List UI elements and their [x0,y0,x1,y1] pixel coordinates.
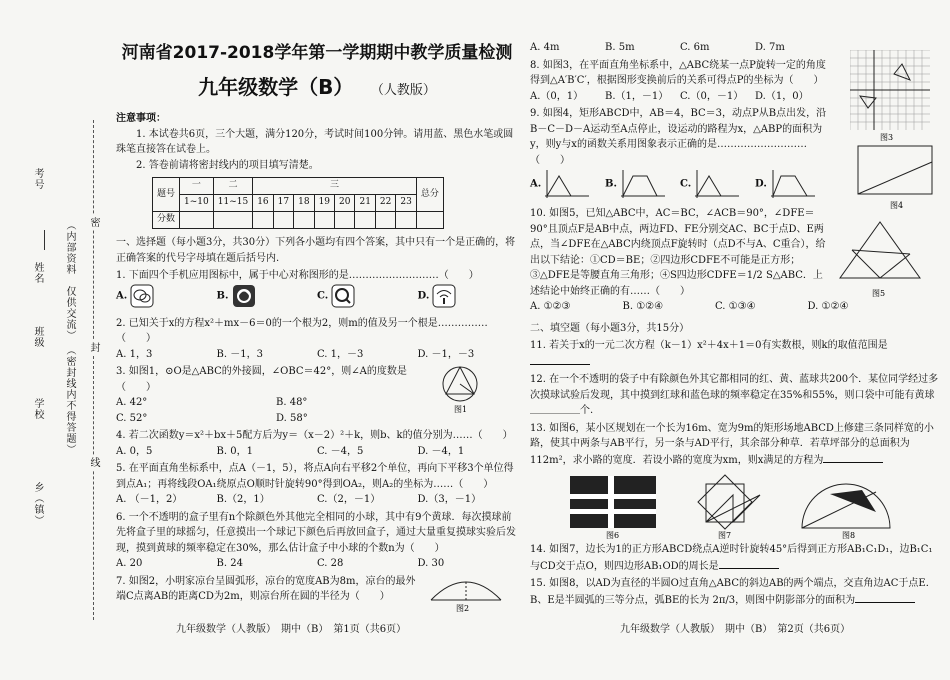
exam-title: 河南省2017-2018学年第一学期期中教学质量检测 [121,43,513,63]
q4: 4. 若二次函数y＝x²＋bx＋5配方后为y＝（x－2）²＋k，则b、k的值分别为……（ ） [116,430,513,442]
note-1: 1. 本试卷共6页，三个大题，满分120分，考试时间100分钟。请用蓝、黑色水笔或圆珠笔直接答在试卷上。 [116,128,514,156]
field-name: 姓名 [32,262,43,284]
score-cell-1[interactable] [213,212,252,229]
q8-option-3: D.（1，0） [755,90,809,102]
q14: 14. 如图7，边长为1的正方形ABCD绕点A逆时针旋转45°后得到正方形AB₁C₁D₁，边B₁C₁与CD交于点O，则四边形AB₁OD的周长是 [530,544,933,572]
score-cell-5[interactable] [314,212,334,229]
q5-option-3: D.（3，－1） [417,494,482,506]
binding-strip [0,0,112,680]
q7-option-3: D. 7m [755,42,785,53]
score-col-0: 1~10 [180,195,214,212]
q8-option-1: B.（1，－1） [605,90,669,102]
q10-option-3: D. ①②④ [807,301,849,312]
q2-option-1: B. －1，3 [216,348,263,360]
fig8-label: 图8 [842,531,856,540]
q10-option-1: B. ①②④ [622,301,664,312]
section1-head: 一、选择题（每小题3分，共30分）下列各小题均有四个答案，其中只有一个是正确的，将正确答案的代号字母填在题后括号内. [116,237,516,264]
q1-opt-b: B. [217,284,318,314]
q8-options [530,89,830,105]
score-cell-2[interactable] [253,212,273,229]
score-cell-8[interactable] [375,212,395,229]
fig5-label: 图5 [872,289,886,298]
q8-option-0: A.（0，1） [530,90,584,102]
page-1: 河南省2017-2018学年第一学期期中教学质量检测 九年级数学（B） （人教版） 注意事项： 1. 本试卷共6页，三个大题，满分120分，考试时间100分钟。请用蓝、黑色水笔或圆珠笔直接答在试卷上。 2. 答卷前请将密封线内的项目填写清楚。 题号 一 二 三 总分 1~10 11~15 16 17 18 19 20 21 22 23 分数 一、选择题（每小题3分，共30分）下列各小题均有四个答案，其中只有一个是正确的，将正确答案的代号字母填在题后括号内. 1. 下面四个手机应用图标中，属于中心对称图形的是………………………（ ） A. B. C. D. 2. 已知关于x的方程x²＋mx－6＝0的一个根为2，则m的值及另一个根是……………（ ） A. 1，3 B. －1，3 C. 1，－3 D. －1，－3 3. 如图1，⊙O是△ABC的外接圆，∠OBC＝42°，则∠A的度数是（ ） A. 42° B. 48° C. 52° D. 58° 4. 若二次函数y＝x²＋bx＋5配方后为y＝（x－2）²＋k，则b、k的值分别为……（ ） A. 0，5 B. 0，1 C. －4，5 D. －4，1 5. 在平面直角坐标系中，点A（－1，5），将点A向右平移2个单位，再向下平移3个单位得到点A₁；再将线段OA₁绕原点O顺时针旋转90°得到OA₂，则A₂的坐标为……（ ） A. （－1，2） B.（2，1） C.（2，－1） D.（3，－1） 6. 一个不透明的盒子里有n个除颜色外其他完全相同的小球，其中有9个黄球．每次摸球前先将盒子里的球摇匀，任意摸出一个球记下颜色后再放回盒子，通过大量重复摸球实验后发现，摸到黄球的频率稳定在30%，那么估计盒子中小球的个数n为（ ） A. 20 B. 24 C. 28 D. 30 7. 如图2，小明家凉台呈圆弧形，凉台的宽度AB为8m，凉台的最外端C点离AB的距离CD为2m，则凉台所在圆的半径为（ ） 图1 图2 九年级数学（人教版） 期中（B） 第1页（共6页） [116,40,518,605]
q4-options [116,444,518,460]
q1-opt-a: A. [116,284,217,314]
q7-option-0: A. 4m [530,42,560,53]
figure-1 [438,362,484,414]
seal-char-bot: 线 [88,457,99,468]
q5-option-2: C.（2，－1） [317,494,381,506]
q4-option-1: B. 0，1 [216,445,253,457]
q14-blank[interactable] [719,558,779,569]
q4-option-0: A. 0，5 [116,445,153,457]
fig1-label: 图1 [454,405,468,414]
figures-6-7-8 [530,472,942,540]
score-col-5: 19 [314,195,334,212]
q2-options [116,347,518,363]
q8: 8. 如图3，在平面直角坐标系中，△ABC绕某一点P旋转一定的角度得到△A′B′C′，根据图形变换前后的关系可得点P的坐标为（ ） [530,59,826,86]
q15: 15. 如图8，以AD为直径的半圆O过直角△ABC的斜边AB的两个端点，交直角边AC于点E．B、E是半圆弧的三等分点，弧BE的长为 2π/3，则图中阴影部分的面积为 [530,578,936,606]
figure-2 [426,564,506,612]
figure-4 [852,142,938,212]
score-col-9: 23 [396,195,416,212]
graph-b [617,168,667,200]
score-col-2: 16 [253,195,273,212]
score-col-6: 20 [335,195,355,212]
q3-option-3: D. 58° [276,412,308,424]
q1-opt-c: C. [317,284,418,314]
total-label: 总分 [416,178,443,212]
notes-heading: 注意事项： [116,113,166,125]
note-internal: （内部资料 仅供交流） [64,220,75,341]
figure-8 [802,484,890,540]
q7-option-1: B. 5m [605,42,635,53]
q3-options [116,395,436,426]
score-cell-7[interactable] [355,212,375,229]
q7: 7. 如图2，小明家凉台呈圆弧形，凉台的宽度AB为8m，凉台的最外端C点离AB的距离CD为2m，则凉台所在圆的半径为（ ） [116,575,416,603]
q11: 11. 若关于x的一元二次方程（k－1）x²＋4x＋1＝0有实数根，则k的取值范围是 [530,338,942,370]
q3-option-0: A. 42° [116,397,148,409]
q7-option-2: C. 6m [680,42,710,53]
q7-options [530,40,830,56]
section2-head: 二、填空题（每小题3分，共15分） [530,322,690,334]
exam-subtitle [116,72,518,103]
figure-6 [570,476,656,540]
q10-option-0: A. ①②③ [530,301,571,312]
q9-opt-c: C. [680,168,755,204]
q12: 12. 在一个不透明的袋子中有除颜色外其它都相同的红、黄、蓝球共200个．某位同学经过多次摸球试验后发现，其中摸到红球和蓝色球的频率稳定在35%和55%，则口袋中可能有黄球＿＿＿＿＿个. [530,374,939,416]
q8-option-2: C.（0，－1） [680,90,744,102]
q1-options [116,284,518,314]
q4-option-3: D. －4，1 [417,445,465,457]
q6-option-1: B. 24 [216,558,243,570]
score-cell-total[interactable] [416,212,443,229]
q1: 1. 下面四个手机应用图标中，属于中心对称图形的是………………………（ ） [116,270,479,282]
q9-opt-d: D. [755,168,830,204]
q9-options [530,168,830,204]
q5: 5. 在平面直角坐标系中，点A（－1，5），将点A向右平移2个单位，再向下平移3个单位得到点A₁；再将线段OA₁绕原点O顺时针旋转90°得到OA₂，则A₂的坐标为……（ ） [116,463,514,490]
fig3-label: 图3 [880,133,894,142]
subject: 九年级数学（B） [198,75,354,100]
q6-option-2: C. 28 [317,558,344,570]
q9-opt-b: B. [605,168,680,204]
q2-option-3: D. －1，－3 [417,348,475,360]
wifi-icon [432,284,456,308]
q6-option-0: A. 20 [116,558,143,570]
q2-option-0: A. 1，3 [116,348,153,360]
q-icon [331,284,355,308]
swirl-icon [232,284,256,308]
score-label-s: 分数 [153,212,180,229]
score-table [152,177,444,229]
field-town: 乡（镇） [32,482,43,526]
score-label-q: 题号 [153,178,180,212]
seal-char-mid: 封 [88,342,99,353]
q5-options [116,492,518,508]
field-kaohao: 考号 [32,168,43,190]
field-class: 班级 [32,326,43,348]
score-col-8: 22 [375,195,395,212]
field-kaohao-line [44,230,45,250]
q3: 3. 如图1，⊙O是△ABC的外接圆，∠OBC＝42°，则∠A的度数是（ ） [116,366,407,393]
q3-option-2: C. 52° [116,412,148,424]
q13: 13. 如图6，某小区规划在一个长为16m、宽为9m的矩形场地ABCD上修建三条同样宽的小路，使其中两条与AB平行，另一条与AD平行，其余部分种草．若草坪部分的总面积为112m²，求小路的宽度．若设小路的宽度为xm，则x满足的方程为 [530,422,934,466]
score-col-1: 11~15 [213,195,252,212]
fig2-label: 图2 [456,604,470,612]
group-1: 一 [180,178,214,195]
figure-5 [832,214,928,306]
q2: 2. 已知关于x的方程x²＋mx－6＝0的一个根为2，则m的值及另一个根是……………（ ） [116,317,488,345]
group-2: 二 [213,178,252,195]
score-cell-4[interactable] [294,212,314,229]
fig4-label: 图4 [890,201,904,210]
q4-option-2: C. －4，5 [317,445,364,457]
q6-option-3: D. 30 [417,558,445,570]
q5-option-1: B.（2，1） [216,494,270,506]
graph-d [767,168,817,200]
score-cell-3[interactable] [273,212,293,229]
score-cell-6[interactable] [335,212,355,229]
graph-a [541,168,591,200]
score-cell-0[interactable] [180,212,214,229]
group-3: 三 [253,178,417,195]
graph-c [691,168,741,200]
figure-7 [698,475,760,540]
score-col-7: 21 [355,195,375,212]
q2-option-2: C. 1，－3 [317,348,364,360]
q9: 9. 如图4，矩形ABCD中，AB＝4，BC＝3，动点P从B点出发，沿B－C－D－A运动至A点停止，设运动的路程为x，△ABP的面积为y，则y与x的函数关系用图象表示正确的是………………………（ ） [530,108,827,166]
q10-option-2: C. ①③④ [715,301,756,312]
q3-option-1: B. 48° [276,397,308,409]
q9-opt-a: A. [530,168,605,204]
fig7-label: 图7 [718,531,732,540]
q1-opt-d: D. [418,284,519,314]
q11-blank[interactable] [530,354,590,365]
note-no-answer: （密封线内不得答题） [64,345,75,455]
q13-blank[interactable] [823,452,883,463]
field-school: 学校 [32,398,43,420]
seal-char-top: 密 [88,217,99,228]
score-cell-9[interactable] [396,212,416,229]
edition: （人教版） [377,83,436,99]
score-col-3: 17 [273,195,293,212]
note-2: 2. 答卷前请将密封线内的项目填写清楚。 [136,159,319,171]
seal-line [93,120,94,620]
q5-option-0: A. （－1，2） [116,494,183,506]
figure-3 [850,50,930,142]
fig6-label: 图6 [606,531,620,540]
q10: 10. 如图5，已知△ABC中，AC＝BC，∠ACB＝90°，∠DFE＝90°且顶点F是AB中点，两边FD、FE分别交AC、BC于点D、E两点，当∠DFE在△ABC内绕顶点F旋转时（点D不与A、C重合），给出以下结论：①CD＝BE；②四边形CDFE不可能是正方形；③△DFE是等腰直角三角形；④S四边形CDFE＝1/2 S△ABC．上述结论中始终正确的有……（ ） [530,208,826,297]
page-2: A. 4m B. 5m C. 6m D. 7m 8. 如图3，在平面直角坐标系中，△ABC绕某一点P旋转一定的角度得到△A′B′C′，根据图形变换前后的关系可得点P的坐标为（ ） A.（0，1） B.（1，－1） C.（0，－1） D.（1，0） 9. 如图4，矩形ABCD中，AB＝4，BC＝3，动点P从B点出发，沿B－C－D－A运动至A点停止，设运动的路程为x，△ABP的面积为y，则y与x的函数关系用图象表示正确的是………………………（ ） A. B. C. D. 10. 如图5，已知△ABC中，AC＝BC，∠ACB＝90°，∠DFE＝90°且顶点F是AB中点，两边FD、FE分别交AC、BC于点D、E两点，当∠DFE在△ABC内绕顶点F旋转时（点D不与A、C重合），给出以下结论：①CD＝BE；②四边形CDFE不可能是正方形；③△DFE是等腰直角三角形；④S四边形CDFE＝1/2 S△ABC．上述结论中始终正确的有……（ ） A. ①②③ B. ①②④ C. ①③④ D. ①②④ 二、填空题（每小题3分，共15分） 11. 若关于x的一元二次方程（k－1）x²＋4x＋1＝0有实数根，则k的取值范围是 12. 在一个不透明的袋子中有除颜色外其它都相同的红、黄、蓝球共200个．某位同学经过多次摸球试验后发现，其中摸到红球和蓝色球的频率稳定在35%和55%，则口袋中可能有黄球＿＿＿＿＿个. 13. 如图6，某小区规划在一个长为16m、宽为9m的矩形场地ABCD上修建三条同样宽的小路，使其中两条与AB平行，另一条与AD平行，其余部分种草．若草坪部分的总面积为112m²，求小路的宽度．若设小路的宽度为xm，则x满足的方程为 图6 图7 图8 14. 如图7，边长为1的正方形ABCD绕点A逆时针旋转45°后得到正方形AB₁C₁D₁，边B₁C₁与CD交于点O，则四边形AB₁OD的周长是 15. 如图8，以AD为直径的半圆O过直角△ABC的斜边AB的两个端点，交直角边AC于点E．B、E是半圆弧的三等分点，弧BE的长为 2π/3，则图中阴影部分的面积为 图3 图4 图5 九年级数学（人教版） 期中（B） 第2页（共6页） [530,40,942,608]
wechat-icon [130,284,154,308]
score-col-4: 18 [294,195,314,212]
q15-blank[interactable] [855,592,915,603]
q6: 6. 一个不透明的盒子里有n个除颜色外其他完全相同的小球，其中有9个黄球．每次摸球前先将盒子里的球摇匀，任意摸出一个球记下颜色后再放回盒子，通过大量重复摸球实验后发现，摸到黄球的频率稳定在30%，那么估计盒子中小球的个数n为（ ） [116,511,516,554]
